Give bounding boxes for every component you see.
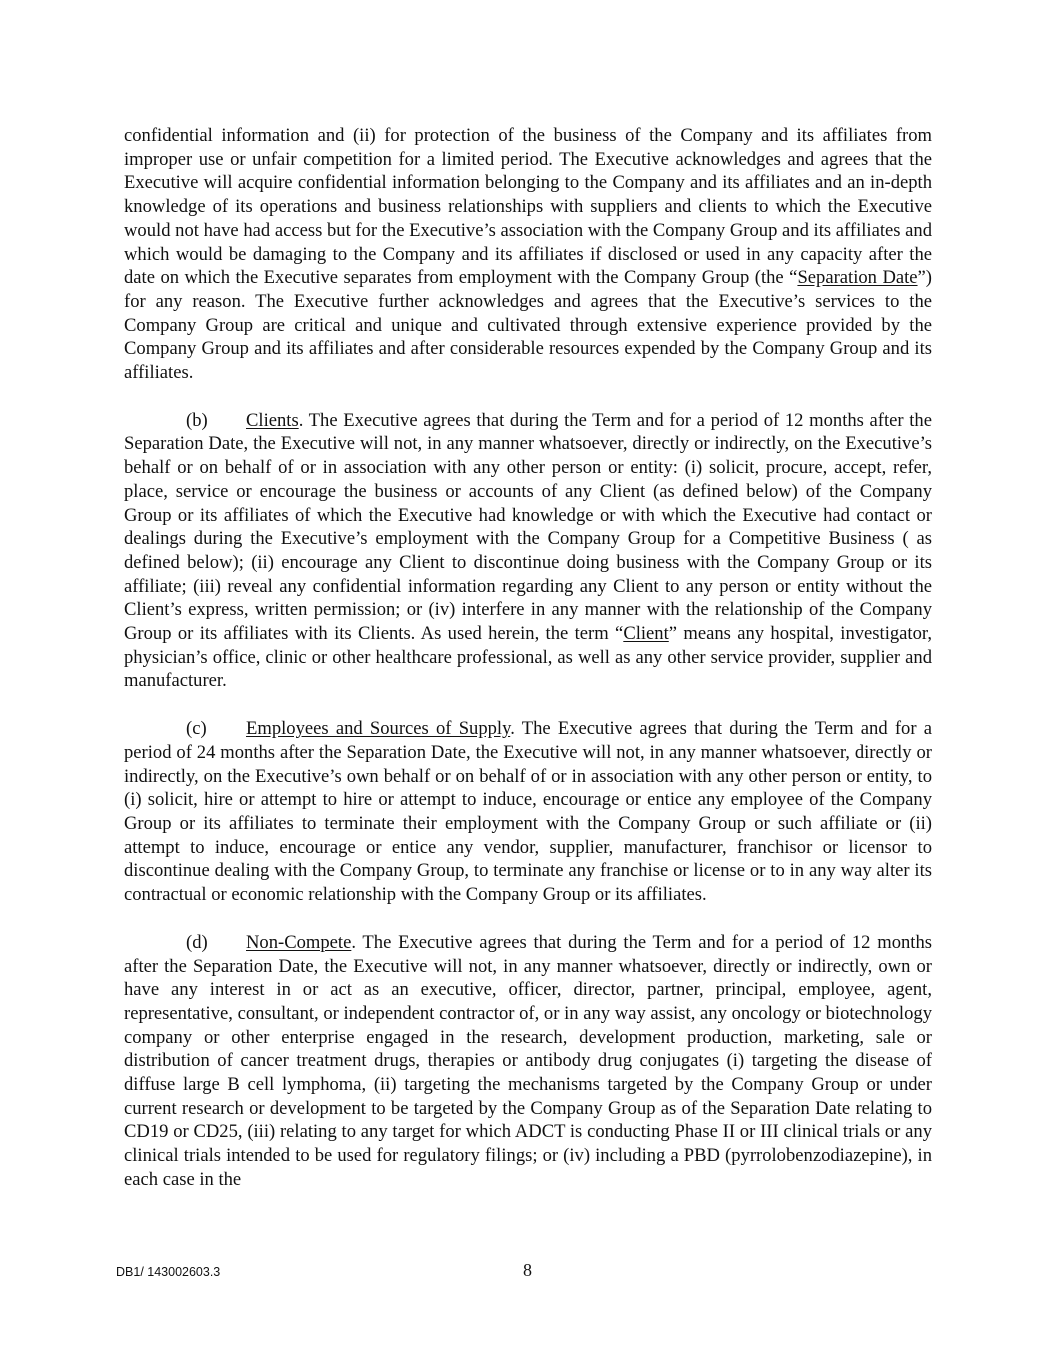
paragraph-a-end: ”) for any reason. The Executive further acknowledges and agrees that the Executive’s services to the Company Group are critical and unique and cultivated through extensive experience provided by the Company Group and its affiliates and after considerable resources expended by the Company Group and its affiliates. bbox=[124, 267, 932, 384]
paragraph-d-label: (d) bbox=[186, 931, 208, 953]
client-term: Client bbox=[623, 623, 669, 645]
document-body bbox=[124, 124, 932, 1192]
paragraph-b-body-end: ” means any hospital, investigator, physician’s office, clinic or other healthcare professional, as well as any other service provider, supplier and manufacturer. bbox=[124, 623, 932, 692]
paragraph-b-clients bbox=[124, 409, 932, 693]
paragraph-b-heading: Clients bbox=[246, 409, 299, 431]
page-number: 8 bbox=[523, 1260, 532, 1280]
paragraph-d-non-compete bbox=[124, 931, 932, 1192]
separation-date-term: Separation Date bbox=[797, 267, 918, 289]
paragraph-d-heading: Non-Compete bbox=[246, 931, 352, 953]
paragraph-c-heading: Employees and Sources of Supply bbox=[246, 718, 511, 740]
paragraph-b-label: (b) bbox=[186, 409, 208, 431]
document-id: DB1/ 143002603.3 bbox=[116, 1265, 221, 1279]
paragraph-a-text: confidential information and (ii) for protection of the business of the Company and its affiliates from improper use or unfair competition for a limited period. The Executive acknowledges and agrees that the Executive will acquire confidential information belonging to the Company and its affiliates and an in-depth knowledge of its operations and business relationships with suppliers and clients to which the Executive would not have had access but for the Executive’s association with the Company Group and its affiliates and which would be damaging to the Company and its affiliates if disclosed or used in any capacity after the date on which the Executive separates from employment with the Company Group (the “ bbox=[124, 125, 932, 289]
paragraph-b-body: . The Executive agrees that during the Term and for a period of 12 months after the Separation Date, the Executive will not, in any manner whatsoever, directly or indirectly, on the Executive’s behalf or on behalf of or in association with any other person or entity: (i) solicit, procure, accept, refer, place, service or encourage the business or accounts of any Client (as defined below) of the Company Group or its affiliates of which the Executive had knowledge or with which the Executive had contact or dealings during the Executive’s employment with the Company Group for a Competitive Business ( as defined below); (ii) encourage any Client to discontinue doing business with the Company Group or its affiliate; (iii) reveal any confidential information regarding any Client to any person or entity without the Client’s express, written permission; or (iv) interfere in any manner with the relationship of the Company Group or its affiliates with its Clients. As used herein, the term “ bbox=[124, 409, 932, 645]
paragraph-c-label: (c) bbox=[186, 718, 207, 740]
paragraph-c-employees bbox=[124, 717, 932, 907]
paragraph-c-body: . The Executive agrees that during the Term and for a period of 24 months after the Separation Date, the Executive will not, in any manner whatsoever, directly or indirectly, on the Executive’s own behalf or on behalf of or in association with any other person or entity, to (i) solicit, hire or attempt to hire or attempt to induce, encourage or entice any employee of the Company Group or its affiliates to terminate their employment with the Company Group or such affiliate or (ii) attempt to induce, encourage or entice any vendor, supplier, manufacturer, franchisor or licensor to discontinue dealing with the Company Group, to terminate any franchise or license or to in any way alter its contractual or economic relationship with the Company Group or its affiliates. bbox=[124, 718, 932, 906]
paragraph-d-body: . The Executive agrees that during the Term and for a period of 12 months after the Separation Date, the Executive will not, in any manner whatsoever, directly or indirectly, own or have any interest in or act as an executive, officer, director, partner, principal, employee, agent, representative, consultant, or independent contractor of, or in any way assist, any oncology or biotechnology company or other enterprise engaged in the research, development production, marketing, sale or distribution of cancer treatment drugs, therapies or antibody drug conjugates (i) targeting the disease of diffuse large B cell lymphoma, (ii) targeting the mechanisms targeted by the Company Group or under current research or development to be targeted by the Company Group as of the Separation Date relating to CD19 or CD25, (iii) relating to any target for which ADCT is conducting Phase II or III clinical trials or any clinical trials intended to be used for regulatory filings; or (iv) including a PBD (pyrrolobenzodiazepine), in each case in the bbox=[124, 931, 932, 1190]
paragraph-a-continuation bbox=[124, 124, 932, 385]
